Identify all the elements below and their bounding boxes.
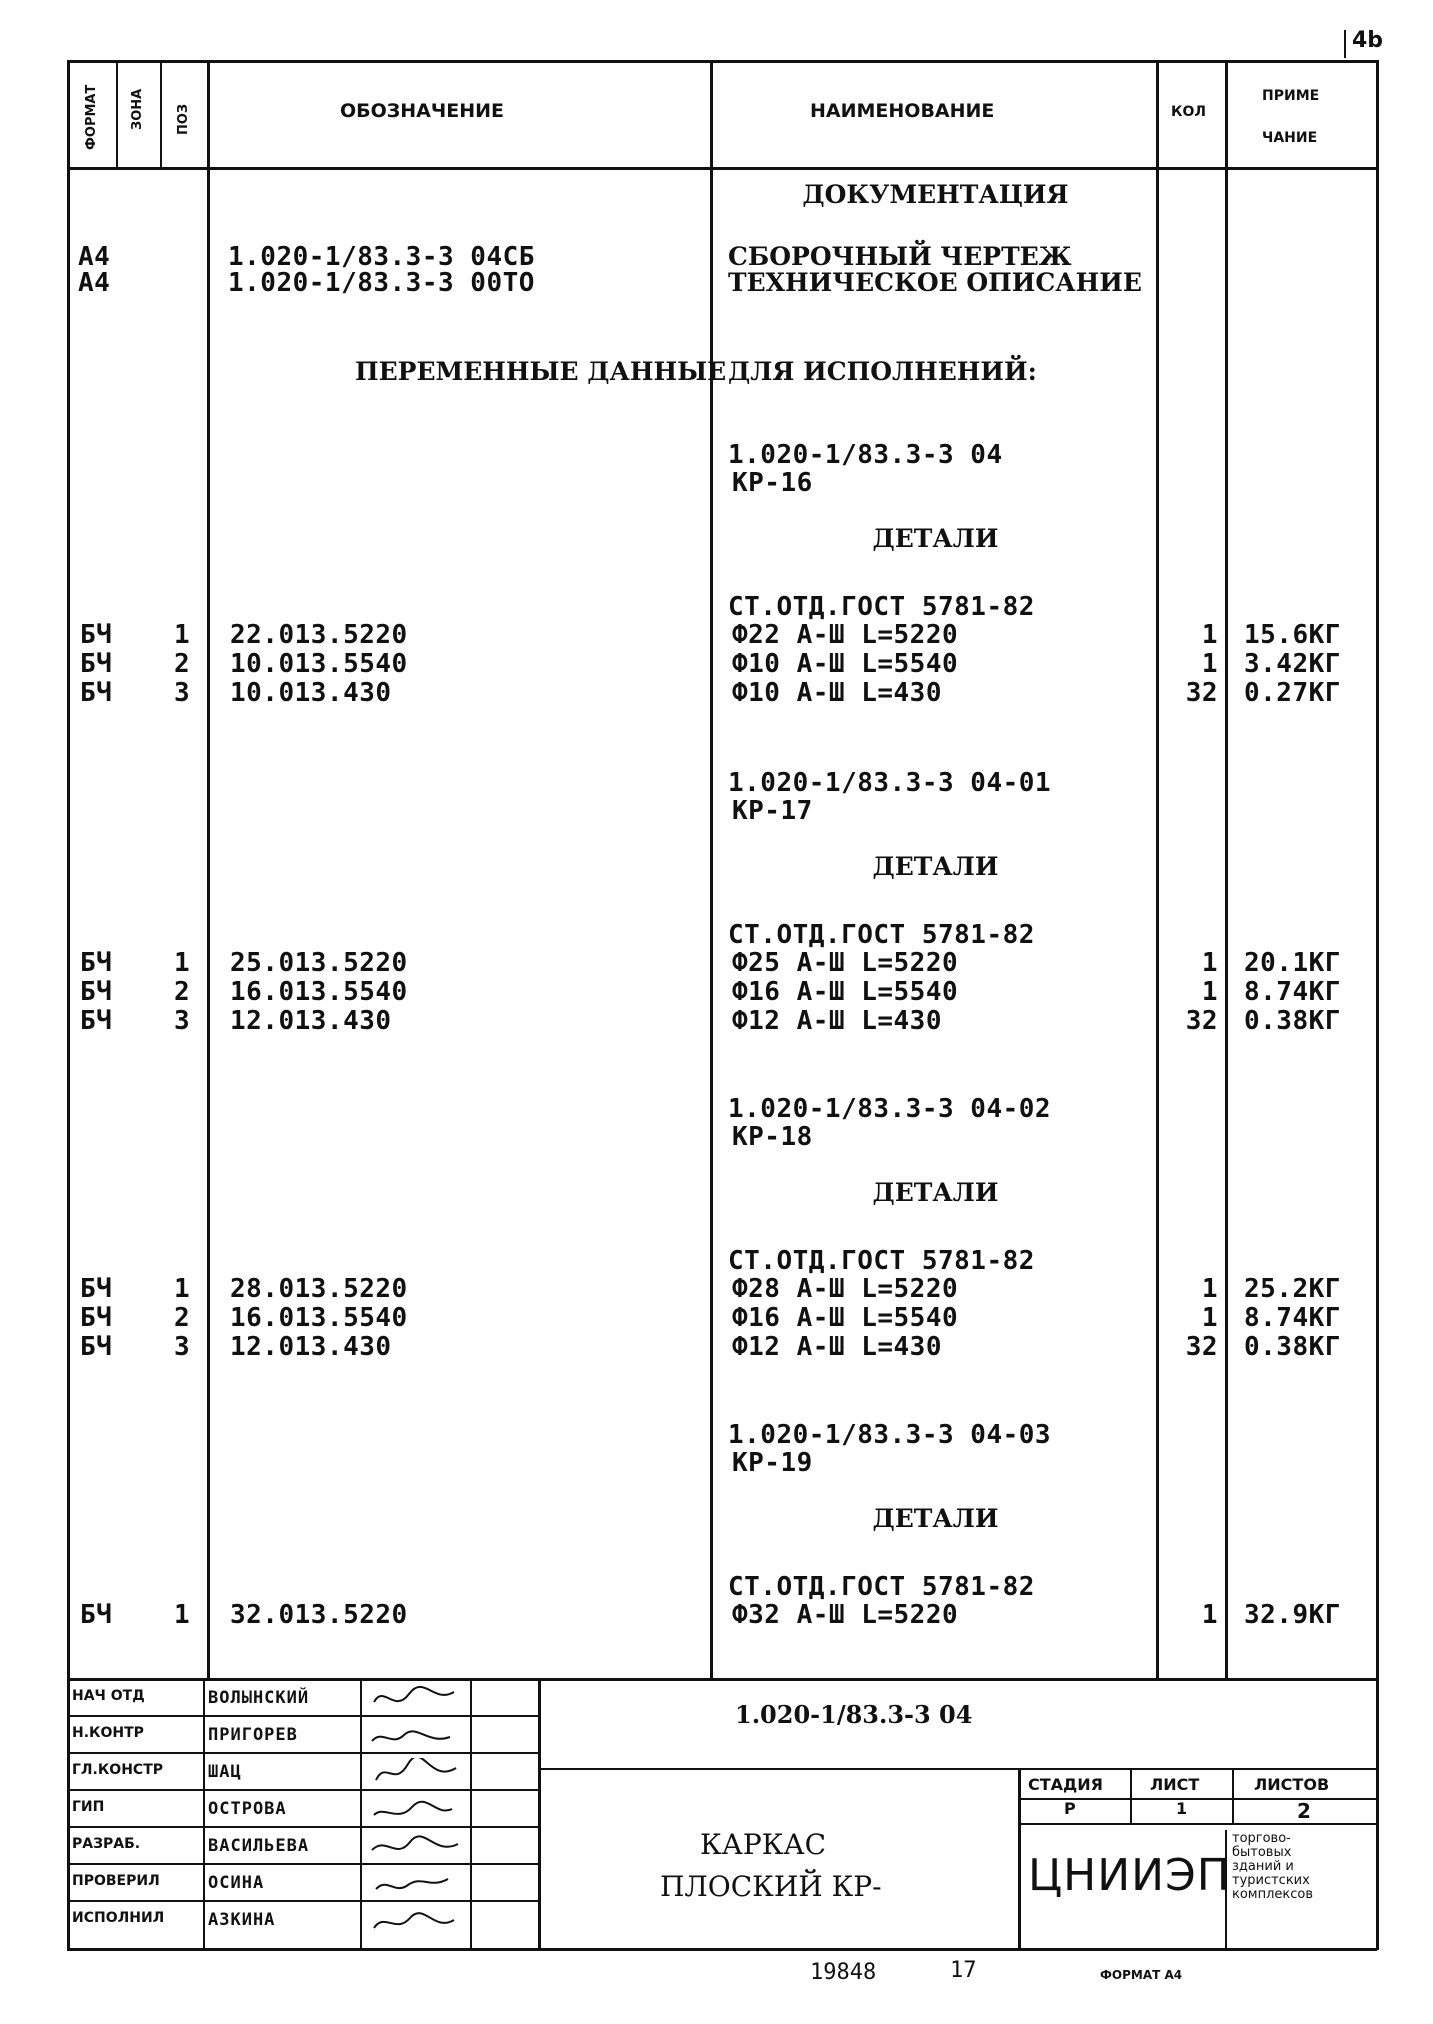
stage-label: СТАДИЯ <box>1028 1775 1103 1794</box>
sheet-number-tick <box>1344 30 1346 58</box>
item-name: Ф22 А-Ш L=5220 <box>732 620 959 650</box>
title-line-1: КАРКАС <box>700 1828 827 1861</box>
doc-row-2-format: А4 <box>78 268 111 298</box>
item-pos: 2 <box>174 1303 191 1333</box>
item-name: Ф10 А-Ш L=430 <box>732 678 942 708</box>
item-designation: 12.013.430 <box>230 1332 392 1362</box>
item-format: БЧ <box>80 977 113 1007</box>
item-designation: 16.013.5540 <box>230 1303 408 1333</box>
page-number: 17 <box>950 1958 977 1983</box>
item-pos: 1 <box>174 948 191 978</box>
item-name: Ф16 А-Ш L=5540 <box>732 1303 959 1333</box>
role-person: ВАСИЛЬЕВА <box>208 1836 310 1856</box>
signature-icon <box>364 1758 464 1790</box>
item-format: БЧ <box>80 1600 113 1630</box>
role-person: ПРИГОРЕВ <box>208 1725 298 1745</box>
item-note: 20.1КГ <box>1244 948 1341 978</box>
header-designation: ОБОЗНАЧЕНИЕ <box>340 100 505 122</box>
sheets-value: 2 <box>1297 1799 1311 1823</box>
item-qty: 1 <box>1201 1274 1218 1304</box>
variant-details-heading: ДЕТАЛИ <box>872 1178 999 1207</box>
sheets-label: ЛИСТОВ <box>1254 1775 1330 1794</box>
item-note: 8.74КГ <box>1244 977 1341 1007</box>
sheet-label: ЛИСТ <box>1150 1775 1200 1794</box>
header-zone: ЗОНА <box>130 88 145 130</box>
role-person: ШАЦ <box>208 1762 242 1782</box>
item-format: БЧ <box>80 948 113 978</box>
item-qty: 1 <box>1201 948 1218 978</box>
role-label: НАЧ ОТД <box>72 1688 145 1704</box>
item-pos: 1 <box>174 1274 191 1304</box>
variant-code: 1.020-1/83.3-3 04-03 <box>728 1420 1052 1450</box>
org-desc-line: туристских <box>1232 1873 1310 1888</box>
stage-value: Р <box>1064 1799 1076 1818</box>
item-note: 32.9КГ <box>1244 1600 1341 1630</box>
variable-data-left: ПЕРЕМЕННЫЕ ДАННЫЕ <box>355 357 727 386</box>
header-note-2: ЧАНИЕ <box>1262 130 1318 146</box>
header-qty: КОЛ <box>1171 104 1206 120</box>
variant-name: КР-19 <box>732 1448 813 1478</box>
doc-row-1-format: А4 <box>78 242 111 272</box>
item-designation: 10.013.430 <box>230 678 392 708</box>
signature-icon <box>364 1721 464 1753</box>
item-note: 0.38КГ <box>1244 1006 1341 1036</box>
item-name: Ф10 А-Ш L=5540 <box>732 649 959 679</box>
signature-icon <box>364 1906 464 1938</box>
item-pos: 3 <box>174 1006 191 1036</box>
documentation-heading: ДОКУМЕНТАЦИЯ <box>802 180 1069 209</box>
doc-code: 1.020-1/83.3-3 04 <box>735 1700 973 1729</box>
org-desc-line: зданий и <box>1232 1859 1294 1874</box>
signature-icon <box>364 1869 464 1901</box>
item-pos: 1 <box>174 620 191 650</box>
item-format: БЧ <box>80 1006 113 1036</box>
doc-row-2-name: ТЕХНИЧЕСКОЕ ОПИСАНИЕ <box>728 268 1142 297</box>
item-qty: 1 <box>1201 620 1218 650</box>
item-designation: 25.013.5220 <box>230 948 408 978</box>
item-format: БЧ <box>80 1303 113 1333</box>
item-pos: 1 <box>174 1600 191 1630</box>
variant-details-heading: ДЕТАЛИ <box>872 1504 999 1533</box>
item-note: 25.2КГ <box>1244 1274 1341 1304</box>
item-name: Ф28 А-Ш L=5220 <box>732 1274 959 1304</box>
header-divider <box>67 167 1377 170</box>
item-qty: 32 <box>1185 1332 1218 1362</box>
item-qty: 32 <box>1185 1006 1218 1036</box>
item-format: БЧ <box>80 620 113 650</box>
signature-icon <box>364 1684 464 1716</box>
item-pos: 2 <box>174 649 191 679</box>
header-format: ФОРМАТ <box>84 84 99 150</box>
role-label: Н.КОНТР <box>72 1725 144 1741</box>
doc-row-2-designation: 1.020-1/83.3-3 00ТО <box>228 268 535 298</box>
item-format: БЧ <box>80 1274 113 1304</box>
sheet-value: 1 <box>1176 1799 1188 1818</box>
role-person: ОСИНА <box>208 1873 265 1893</box>
role-label: ГЛ.КОНСТР <box>72 1762 164 1778</box>
org-description <box>1232 1832 1313 1902</box>
sheet-number: 4b <box>1352 28 1384 53</box>
role-person: ВОЛЫНСКИЙ <box>208 1688 310 1708</box>
variable-data-right: ДЛЯ ИСПОЛНЕНИЙ: <box>728 357 1037 386</box>
item-pos: 3 <box>174 678 191 708</box>
item-designation: 32.013.5220 <box>230 1600 408 1630</box>
item-qty: 1 <box>1201 649 1218 679</box>
item-name: Ф12 А-Ш L=430 <box>732 1332 942 1362</box>
variant-details-heading: ДЕТАЛИ <box>872 852 999 881</box>
item-designation: 12.013.430 <box>230 1006 392 1036</box>
item-format: БЧ <box>80 678 113 708</box>
org-desc-line: комплексов <box>1232 1887 1314 1902</box>
variant-details-heading: ДЕТАЛИ <box>872 524 999 553</box>
variant-name: КР-16 <box>732 468 813 498</box>
format-label: ФОРМАТ А4 <box>1100 1968 1183 1982</box>
item-pos: 3 <box>174 1332 191 1362</box>
role-person: ОСТРОВА <box>208 1799 287 1819</box>
item-note: 3.42КГ <box>1244 649 1341 679</box>
item-qty: 1 <box>1201 977 1218 1007</box>
item-note: 8.74КГ <box>1244 1303 1341 1333</box>
role-label: РАЗРАБ. <box>72 1836 141 1852</box>
item-name: Ф32 А-Ш L=5220 <box>732 1600 959 1630</box>
item-designation: 10.013.5540 <box>230 649 408 679</box>
item-qty: 1 <box>1201 1600 1218 1630</box>
role-label: ГИП <box>72 1799 105 1815</box>
variant-standard: СТ.ОТД.ГОСТ 5781-82 <box>728 592 1035 622</box>
item-format: БЧ <box>80 1332 113 1362</box>
signature-icon <box>364 1832 464 1864</box>
signature-icon <box>364 1795 464 1827</box>
item-designation: 16.013.5540 <box>230 977 408 1007</box>
header-note-1: ПРИМЕ <box>1262 88 1320 104</box>
item-name: Ф16 А-Ш L=5540 <box>732 977 959 1007</box>
item-name: Ф12 А-Ш L=430 <box>732 1006 942 1036</box>
variant-code: 1.020-1/83.3-3 04-01 <box>728 768 1052 798</box>
variant-standard: СТ.ОТД.ГОСТ 5781-82 <box>728 1246 1035 1276</box>
header-pos: ПОЗ <box>176 103 191 135</box>
org-desc-line: бытовых <box>1232 1845 1292 1860</box>
variant-name: КР-17 <box>732 796 813 826</box>
variant-standard: СТ.ОТД.ГОСТ 5781-82 <box>728 920 1035 950</box>
header-name: НАИМЕНОВАНИЕ <box>810 100 995 122</box>
role-label: ИСПОЛНИЛ <box>72 1910 165 1926</box>
item-note: 0.38КГ <box>1244 1332 1341 1362</box>
item-format: БЧ <box>80 649 113 679</box>
doc-row-1-name: СБОРОЧНЫЙ ЧЕРТЕЖ <box>728 242 1072 271</box>
item-qty: 32 <box>1185 678 1218 708</box>
inventory-number: 19848 <box>810 1960 877 1985</box>
role-person: АЗКИНА <box>208 1910 276 1930</box>
doc-row-1-designation: 1.020-1/83.3-3 04СБ <box>228 242 535 272</box>
item-pos: 2 <box>174 977 191 1007</box>
item-name: Ф25 А-Ш L=5220 <box>732 948 959 978</box>
org-desc-line: торгово- <box>1232 1831 1291 1846</box>
title-line-2: ПЛОСКИЙ КР- <box>660 1870 882 1903</box>
item-designation: 28.013.5220 <box>230 1274 408 1304</box>
role-label: ПРОВЕРИЛ <box>72 1873 160 1889</box>
item-note: 0.27КГ <box>1244 678 1341 708</box>
variant-code: 1.020-1/83.3-3 04-02 <box>728 1094 1052 1124</box>
item-qty: 1 <box>1201 1303 1218 1333</box>
variant-code: 1.020-1/83.3-3 04 <box>728 440 1003 470</box>
variant-name: КР-18 <box>732 1122 813 1152</box>
item-designation: 22.013.5220 <box>230 620 408 650</box>
org-name: ЦНИИЭП <box>1028 1850 1231 1901</box>
variant-standard: СТ.ОТД.ГОСТ 5781-82 <box>728 1572 1035 1602</box>
item-note: 15.6КГ <box>1244 620 1341 650</box>
